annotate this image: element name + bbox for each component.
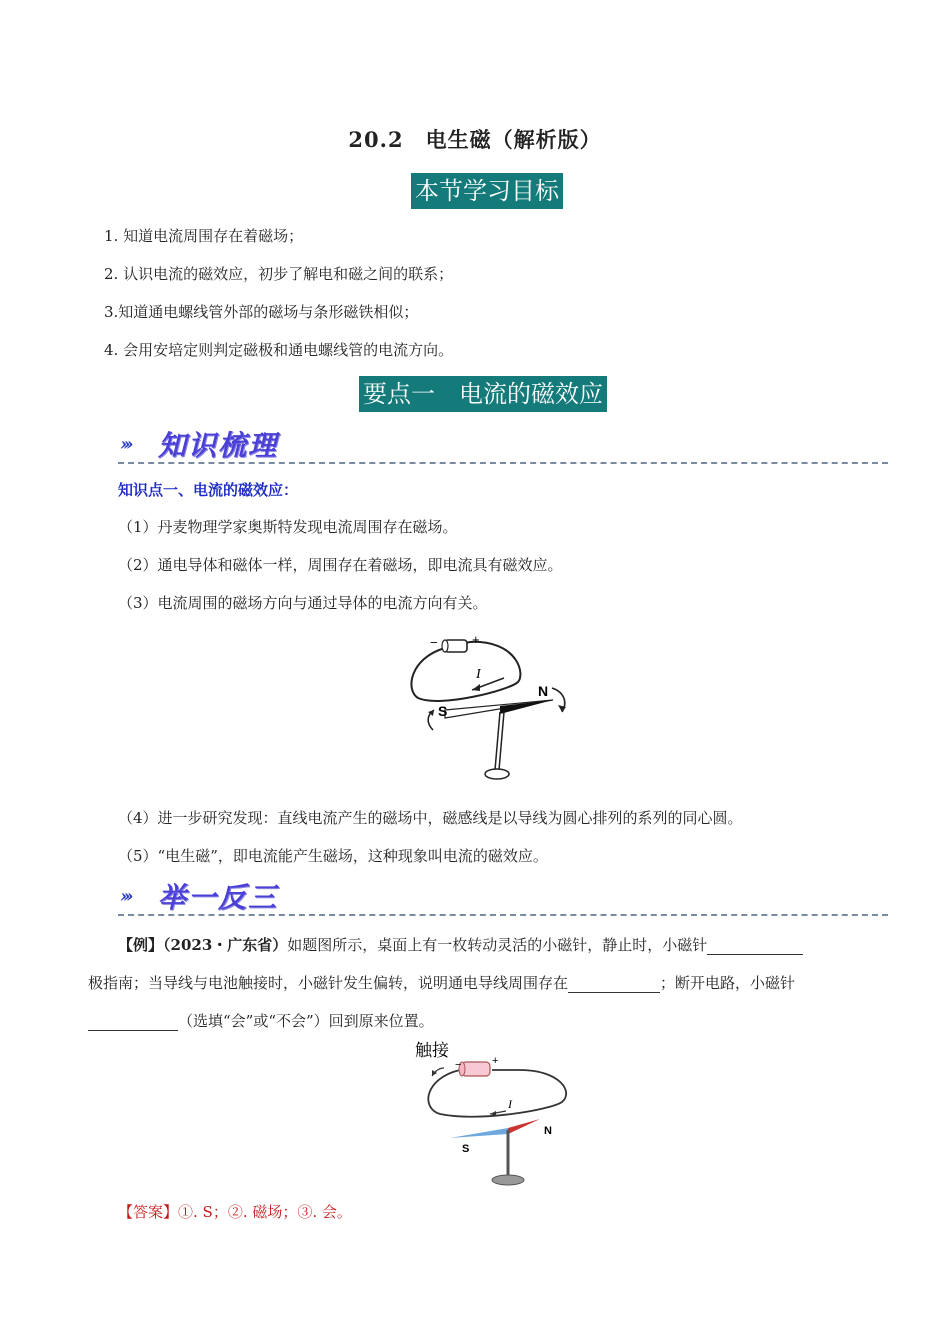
answer-text: ①. S；②. 磁场；③. 会。	[178, 1203, 352, 1221]
example-text: （选填“会”或“不会”）回到原来位置。	[178, 1012, 434, 1030]
example-line	[88, 973, 795, 993]
point-banner: 要点一 电流的磁效应	[359, 376, 607, 412]
example-line	[88, 1011, 434, 1031]
knowledge-item: （3）电流周围的磁场方向与通过导体的电流方向有关。	[118, 594, 488, 612]
south-label: S	[462, 1143, 470, 1155]
dashed-divider	[118, 462, 888, 464]
goal-item: 2. 认识电流的磁效应，初步了解电和磁之间的联系；	[104, 265, 454, 283]
example-text: ；断开电路，小磁针	[660, 974, 796, 992]
plus-label: +	[472, 632, 480, 647]
wire-loop	[428, 1070, 566, 1117]
answer-line	[118, 1202, 352, 1222]
answer-blank	[707, 938, 803, 955]
chevron-icon: ›››	[120, 434, 130, 455]
north-label: N	[544, 1125, 552, 1137]
section-label: 举一反三	[158, 881, 279, 914]
touch-label: 触接	[415, 1041, 449, 1061]
knowledge-point-title: 知识点一、电流的磁效应：	[118, 481, 299, 499]
compass-needle-north	[508, 1119, 540, 1134]
needle-stand	[485, 769, 509, 779]
oersted-figure	[400, 630, 580, 790]
answer-blank	[88, 1014, 178, 1031]
section-header-practice	[118, 872, 888, 916]
example-source: （2023・广东省）	[163, 936, 288, 954]
example-text: 极指南；当导线与电池触接时，小磁针发生偏转，说明通电导线周围存在	[88, 974, 569, 992]
goal-item: 4. 会用安培定则判定磁极和通电螺线管的电流方向。	[104, 341, 454, 359]
minus-label: −	[430, 635, 438, 650]
dashed-divider	[118, 914, 888, 916]
south-label: S	[438, 703, 448, 719]
knowledge-item: （5）“电生磁”，即电流能产生磁场，这种现象叫电流的磁效应。	[118, 847, 548, 865]
knowledge-item: （1）丹麦物理学家奥斯特发现电流周围存在磁场。	[118, 518, 458, 536]
chevron-icon: ›››	[120, 886, 130, 907]
knowledge-item: （2）通电导体和磁体一样，周围存在着磁场，即电流具有磁效应。	[118, 556, 563, 574]
minus-label: −	[455, 1059, 462, 1071]
current-label: I	[508, 1097, 512, 1111]
goal-item: 1. 知道电流周围存在着磁场；	[104, 227, 304, 245]
page-title: 20.2 电生磁（解析版）	[348, 127, 602, 152]
example-tag: 【例】	[118, 936, 164, 954]
knowledge-item: （4）进一步研究发现：直线电流产生的磁场中，磁感线是以导线为圆心排列的系列的同心圆。	[118, 809, 743, 827]
current-label: I	[476, 667, 481, 682]
battery-icon	[462, 1062, 490, 1076]
plus-label: +	[492, 1055, 499, 1067]
answer-tag: 【答案】	[118, 1203, 179, 1221]
section-header-knowledge	[118, 420, 888, 464]
example-figure	[410, 1038, 580, 1196]
north-label: N	[538, 683, 549, 699]
answer-blank	[568, 976, 660, 993]
goal-item: 3.知道通电螺线管外部的磁场与条形磁铁相似；	[104, 303, 419, 321]
goals-banner: 本节学习目标	[411, 173, 563, 209]
example-text: 如题图所示，桌面上有一枚转动灵活的小磁针，静止时，小磁针	[287, 936, 708, 954]
compass-needle-south	[450, 1128, 508, 1138]
section-label: 知识梳理	[158, 429, 279, 462]
example-line	[118, 935, 803, 955]
